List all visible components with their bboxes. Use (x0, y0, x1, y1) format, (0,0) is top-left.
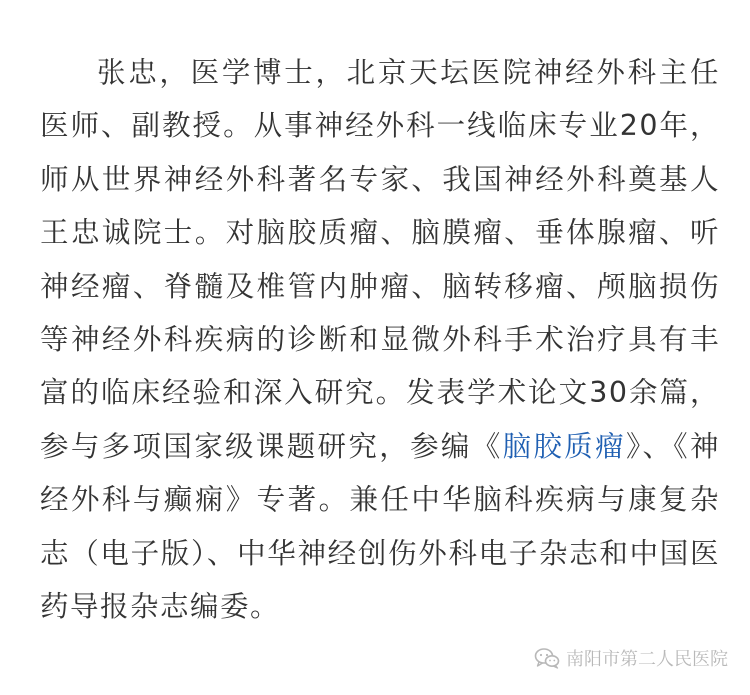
bio-text-part1: 张忠，医学博士，北京天坛医院神经外科主任医师、副教授。从事神经外科一线临床专业20年，师从世界神经外科著名专家、我国神经外科奠基人王忠诚院士。对脑胶质瘤、脑膜瘤、垂体腺瘤、听神经瘤、脊髓及椎管内肿瘤、脑转移瘤、颅脑损伤等神经外科疾病的诊断和显微外科手术治疗具有丰富的临床经验和深入研究。发表学术论文30余篇，参与多项国家级课题研究，参编《 (40, 56, 720, 463)
watermark-text: 南阳市第二人民医院 (566, 649, 728, 670)
doctor-bio-paragraph (40, 46, 720, 633)
wechat-icon (534, 647, 560, 669)
bio-text-part2: 》、《神经外科与癫痫》专著。兼任中华脑科疾病与康复杂志（电子版）、中华神经创伤外科电子杂志和中国医药导报杂志编委。 (40, 429, 720, 624)
book-title-link[interactable]: 脑胶质瘤 (502, 429, 626, 463)
account-watermark (534, 645, 728, 671)
